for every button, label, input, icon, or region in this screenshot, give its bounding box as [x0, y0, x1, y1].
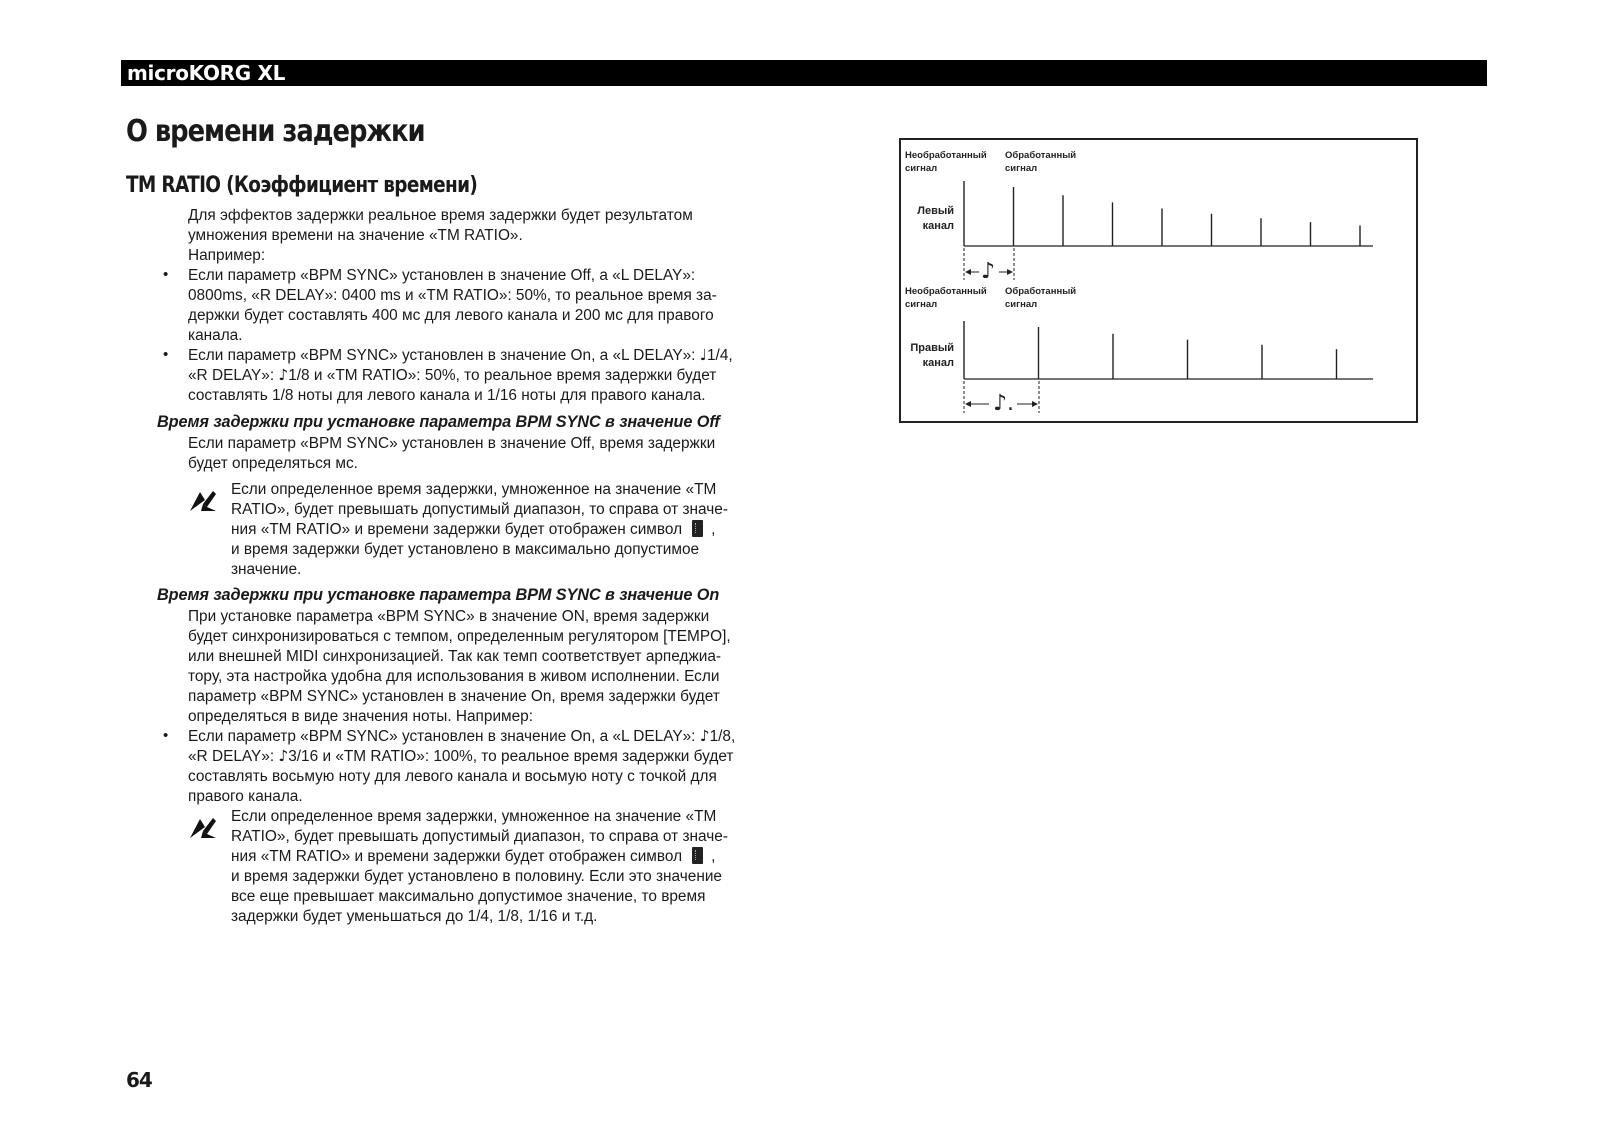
bullet-text: 3/16 и «TM RATIO»: 100%, то реальное время задержки будет: [288, 748, 734, 765]
dry-signal-label: сигнал: [905, 299, 938, 310]
bullet-text: 1/4,: [707, 347, 733, 364]
bullet-marker: •: [163, 266, 169, 283]
note-line: [231, 847, 715, 867]
bullet-marker: •: [163, 727, 169, 744]
bullet-line: держки будет составлять 400 мс для левого канала и 200 мс для правого: [188, 307, 714, 324]
left-arrow-head: [965, 401, 971, 407]
off-section-heading: Время задержки при установке параметра BPM SYNC в значение Off: [157, 413, 720, 431]
note-line: [231, 520, 715, 540]
dry-signal-label: Необработанный: [905, 150, 987, 161]
note-text: ,: [711, 521, 716, 538]
bullet-text: «R DELAY»:: [188, 367, 279, 384]
note-line: RATIO», будет превышать допустимый диапазон, то справа от значе-: [231, 828, 728, 845]
note-line: Если определенное время задержки, умноженное на значение «TM: [231, 808, 717, 825]
off-line: Если параметр «BPM SYNC» установлен в значение Off, время задержки: [188, 435, 716, 452]
wet-signal-label: сигнал: [1005, 163, 1038, 174]
bullet-line: составлять 1/8 ноты для левого канала и 1/16 ноты для правого канала.: [188, 387, 706, 404]
dry-signal-label: Необработанный: [905, 286, 987, 297]
bullet-line: составлять восьмую ноту для левого канала и восьмую ноту с точкой для: [188, 768, 717, 785]
note-text: ния «TM RATIO» и времени задержки будет отображен символ: [231, 848, 683, 865]
bullet-text: Если параметр «BPM SYNC» установлен в значение On, а «L DELAY»:: [188, 347, 700, 364]
on-line: тору, эта настройка удобна для использования в живом исполнении. Если: [188, 668, 720, 685]
bullet-text: 1/8,: [709, 728, 736, 745]
on-line: При установке параметра «BPM SYNC» в значение ON, время задержки: [188, 608, 710, 625]
bullet-text: 1/8 и «TM RATIO»: 50%, то реальное время задержки будет: [288, 367, 717, 384]
note-line: задержки будет уменьшаться до 1/4, 1/8, 1/16 и т.д.: [231, 908, 598, 925]
wet-signal-label: Обработанный: [1005, 150, 1077, 161]
wet-signal-label: сигнал: [1005, 299, 1038, 310]
dry-signal-label: сигнал: [905, 163, 938, 174]
note-line: значение.: [231, 561, 302, 578]
bullet-line: [188, 366, 716, 386]
right-arrow-head: [1007, 269, 1013, 275]
over-range-symbol-icon: [692, 847, 703, 864]
delay-timing-diagram: [899, 138, 1418, 423]
right-channel-label: канал: [922, 357, 954, 369]
on-line: или внешней MIDI синхронизацией. Так как темп соответствует арпеджиа-: [188, 648, 722, 665]
left-channel-label: Левый: [917, 205, 954, 217]
page-number: 64: [126, 1068, 152, 1092]
on-line: определяться в виде значения ноты. Например:: [188, 708, 534, 725]
eighth-note-icon: ♪: [699, 727, 710, 745]
left-channel-label: канал: [922, 220, 954, 232]
bullet-line: Если параметр «BPM SYNC» установлен в значение Off, а «L DELAY»:: [188, 267, 696, 284]
bullet-line: канала.: [188, 327, 243, 344]
bullet-line: правого канала.: [188, 788, 303, 805]
right-channel-label: Правый: [910, 342, 954, 354]
dotted-eighth-note-icon: ♪.: [993, 391, 1015, 416]
intro-line: Для эффектов задержки реальное время задержки будет результатом: [188, 207, 693, 224]
on-line: параметр «BPM SYNC» установлен в значение On, время задержки будет: [188, 688, 720, 705]
section-title: О времени задержки: [126, 114, 425, 149]
on-line: будет синхронизироваться с темпом, определенным регулятором [TEMPO],: [188, 628, 731, 645]
note-text: ,: [711, 848, 716, 865]
bullet-text: «R DELAY»:: [188, 748, 279, 765]
note-line: RATIO», будет превышать допустимый диапазон, то справа от значе-: [231, 501, 728, 518]
eighth-note-icon: ♪: [278, 747, 289, 765]
bullet-marker: •: [163, 346, 169, 363]
right-arrow-head: [1032, 401, 1038, 407]
note-pencil-icon: [189, 815, 217, 839]
intro-line: умножения времени на значение «TM RATIO».: [188, 227, 523, 244]
wet-signal-label: Обработанный: [1005, 286, 1077, 297]
over-range-symbol-icon: [692, 520, 703, 537]
bullet-line: [188, 747, 733, 767]
eighth-note-icon: ♪: [981, 259, 996, 284]
right-impulses: [964, 321, 1337, 379]
bullet-line: 0800ms, «R DELAY»: 0400 ms и «TM RATIO»: 50%, то реальное время за-: [188, 287, 717, 304]
left-impulses: [964, 181, 1360, 246]
note-pencil-icon: [189, 488, 217, 512]
note-line: все еще превышает максимально допустимое значение, то время: [231, 888, 706, 905]
off-line: будет определяться мс.: [188, 455, 358, 472]
header-bar: [121, 60, 1487, 86]
on-section-heading: Время задержки при установке параметра BPM SYNC в значение On: [157, 586, 720, 604]
intro-line: Например:: [188, 247, 266, 264]
bullet-text: Если параметр «BPM SYNC» установлен в значение On, а «L DELAY»:: [188, 728, 700, 745]
note-line: и время задержки будет установлено в половину. Если это значение: [231, 868, 722, 885]
note-line: и время задержки будет установлено в максимально допустимое: [231, 541, 700, 558]
note-line: Если определенное время задержки, умноженное на значение «TM: [231, 481, 717, 498]
eighth-note-icon: ♪: [278, 366, 289, 384]
subsection-title: TM RATIO (Коэффициент времени): [126, 173, 478, 198]
bullet-line: [188, 727, 735, 747]
left-arrow-head: [965, 269, 971, 275]
header-title: microKORG XL: [127, 61, 286, 85]
note-text: ния «TM RATIO» и времени задержки будет отображен символ: [231, 521, 683, 538]
quarter-note-icon: ♩: [699, 346, 707, 364]
bullet-line: [188, 346, 733, 366]
